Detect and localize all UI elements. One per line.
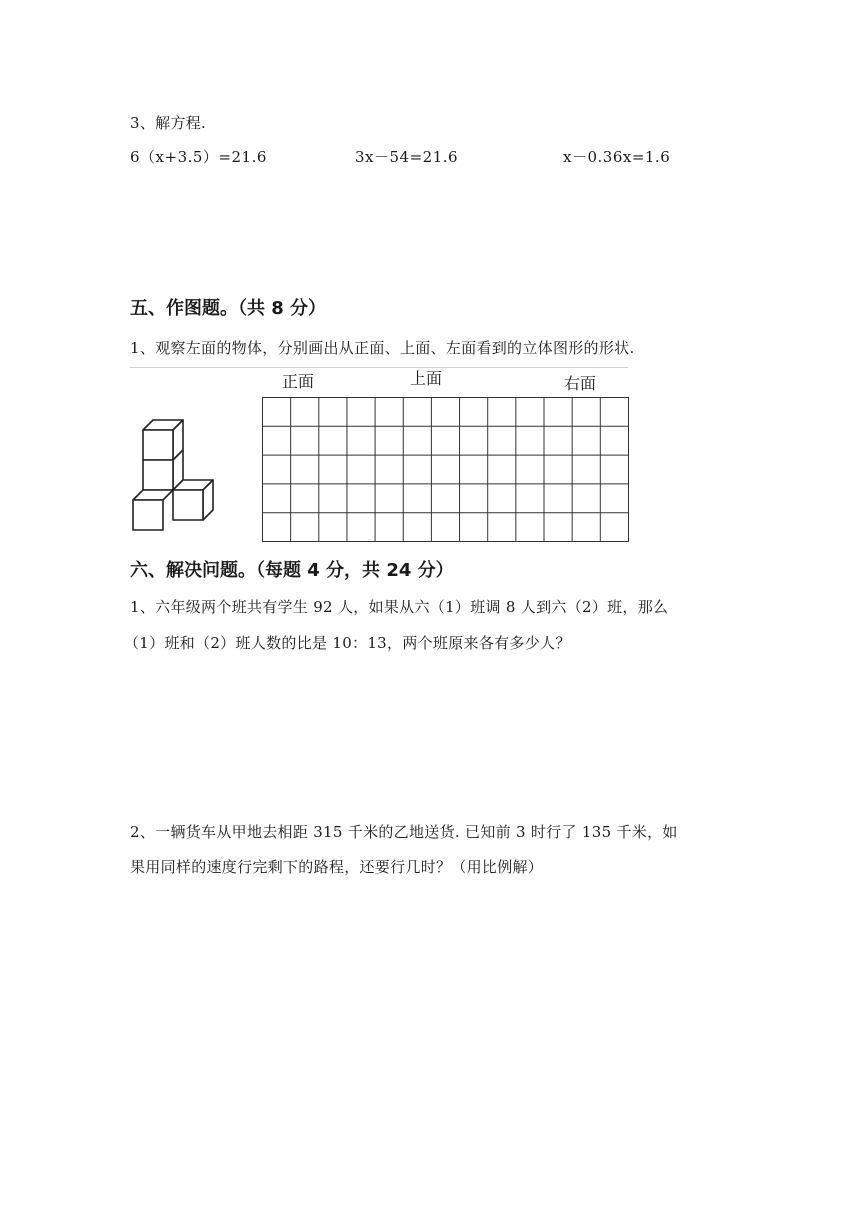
equation-2: 3x－54=21.6 — [355, 148, 459, 166]
view-label-top: 上面 — [410, 369, 443, 388]
view-label-right: 右面 — [564, 374, 597, 393]
section6-question-2-line-2: 果用同样的速度行完剩下的路程，还要行几时？（用比例解） — [130, 858, 544, 876]
drawing-grid[interactable] — [262, 397, 630, 543]
section6-title: 六、解决问题。（每题 4 分，共 24 分） — [130, 560, 454, 581]
divider-line — [130, 367, 628, 368]
view-label-front: 正面 — [282, 372, 315, 391]
cube-stack-figure — [128, 418, 220, 536]
equation-3: x－0.36x=1.6 — [563, 148, 671, 166]
section5-question-1: 1、观察左面的物体，分别画出从正面、上面、左面看到的立体图形的形状. — [130, 339, 635, 357]
section6-question-1-line-1: 1、六年级两个班共有学生 92 人，如果从六（1）班调 8 人到六（2）班，那么 — [130, 598, 669, 616]
section5-title: 五、作图题。（共 8 分） — [130, 298, 327, 319]
section6-question-2-line-1: 2、一辆货车从甲地去相距 315 千米的乙地送货. 已知前 3 时行了 135 千米，如 — [130, 823, 678, 841]
equation-1: 6（x+3.5）=21.6 — [130, 148, 267, 166]
section6-question-1-line-2: （1）班和（2）班人数的比是 10：13，两个班原来各有多少人？ — [124, 634, 571, 652]
equations-heading: 3、解方程. — [130, 114, 207, 132]
